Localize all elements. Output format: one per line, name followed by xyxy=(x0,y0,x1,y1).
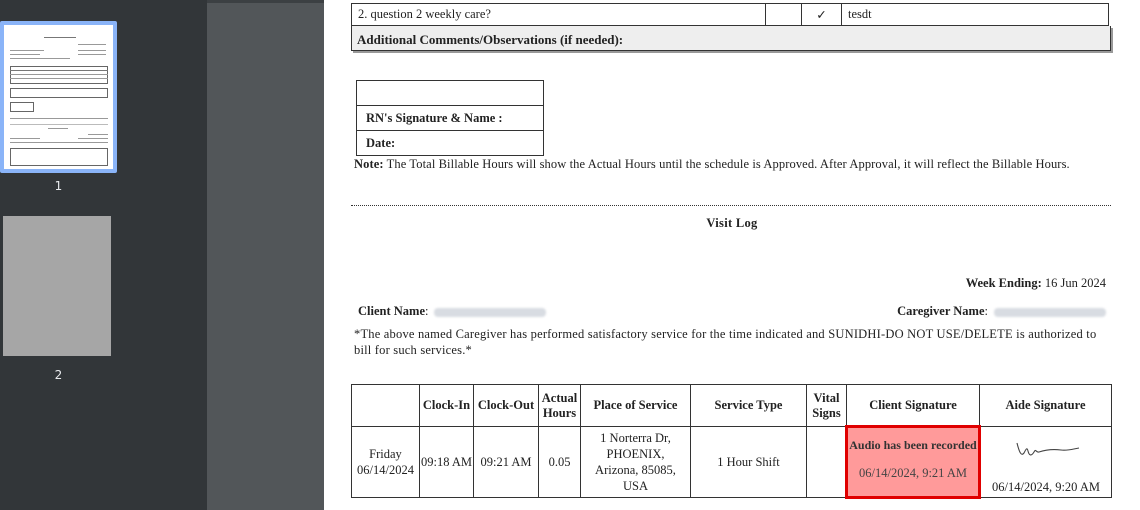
page-thumbnail-1[interactable] xyxy=(0,21,117,173)
cell-place-of-service: 1 Norterra Dr, PHOENIX, Arizona, 85085, USA xyxy=(581,427,691,498)
col-actual-hours: Actual Hours xyxy=(539,385,581,427)
dotted-divider xyxy=(351,205,1111,206)
table-row xyxy=(352,427,1112,498)
cell-day: Friday 06/14/2024 xyxy=(352,427,420,498)
client-name-label: Client Name xyxy=(358,304,425,318)
table-header-row xyxy=(352,385,1112,427)
empty-cell xyxy=(766,4,802,26)
question-text: 2. question 2 weekly care? xyxy=(352,4,766,26)
page-number-1: 1 xyxy=(54,179,63,193)
cell-actual-hours: 0.05 xyxy=(539,427,581,498)
col-day xyxy=(352,385,420,427)
caregiver-name-label: Caregiver Name xyxy=(897,304,985,318)
week-ending-value: 16 Jun 2024 xyxy=(1044,276,1106,290)
thumbnail-page-preview xyxy=(8,29,109,165)
billable-note xyxy=(354,157,1070,172)
answer-text: tesdt xyxy=(842,4,1109,26)
service-statement: *The above named Caregiver has performed satisfactory service for the time indicated and SUNIDHI-DO NOT USE/DELETE is authorized to bill for such services.* xyxy=(354,327,1097,357)
rn-date-label: Date: xyxy=(357,131,544,156)
table-row xyxy=(352,4,1109,26)
col-clock-out: Clock-Out xyxy=(474,385,539,427)
cell-vital-signs xyxy=(807,427,847,498)
rn-signature-table xyxy=(356,80,544,156)
week-ending-label: Week Ending: xyxy=(965,276,1042,290)
page-thumbnail-2[interactable] xyxy=(3,216,111,356)
week-ending xyxy=(966,276,1106,291)
client-signature-time: 06/14/2024, 9:21 AM xyxy=(859,466,967,480)
cell-clock-out: 09:21 AM xyxy=(474,427,539,498)
col-clock-in: Clock-In xyxy=(420,385,474,427)
note-text: The Total Billable Hours will show the Actual Hours until the schedule is Approved. After Approval, it will reflect the Billable Hours. xyxy=(386,157,1070,171)
col-client-signature: Client Signature xyxy=(847,385,980,427)
client-name: Client Name: xyxy=(358,304,546,319)
viewer-background xyxy=(207,0,324,510)
pdf-page xyxy=(324,0,1140,510)
aide-signature-cell xyxy=(980,427,1112,498)
question-table xyxy=(351,3,1109,26)
caregiver-name: Caregiver Name: xyxy=(897,304,1106,319)
col-service-type: Service Type xyxy=(691,385,807,427)
note-label: Note: xyxy=(354,157,384,171)
col-place-of-service: Place of Service xyxy=(581,385,691,427)
visit-log-title: Visit Log xyxy=(706,216,758,230)
audio-recorded-status: Audio has been recorded xyxy=(849,438,977,452)
cell-clock-in: 09:18 AM xyxy=(420,427,474,498)
thumbnail-sidebar xyxy=(0,0,207,510)
check-mark: ✓ xyxy=(802,4,842,26)
visit-log-table xyxy=(351,384,1112,499)
cell-service-type: 1 Hour Shift xyxy=(691,427,807,498)
comments-heading: Additional Comments/Observations (if needed): xyxy=(351,26,1111,51)
client-signature-cell[interactable] xyxy=(847,427,980,498)
col-vital-signs: Vital Signs xyxy=(807,385,847,427)
aide-signature-image xyxy=(1015,439,1081,461)
redacted-client-name xyxy=(434,308,546,317)
redacted-caregiver-name xyxy=(994,308,1106,317)
page-number-2: 2 xyxy=(54,368,63,382)
aide-signature-time: 06/14/2024, 9:20 AM xyxy=(992,480,1100,494)
col-aide-signature: Aide Signature xyxy=(980,385,1112,427)
rn-blank-cell xyxy=(357,81,544,106)
rn-signature-label: RN's Signature & Name : xyxy=(357,106,544,131)
